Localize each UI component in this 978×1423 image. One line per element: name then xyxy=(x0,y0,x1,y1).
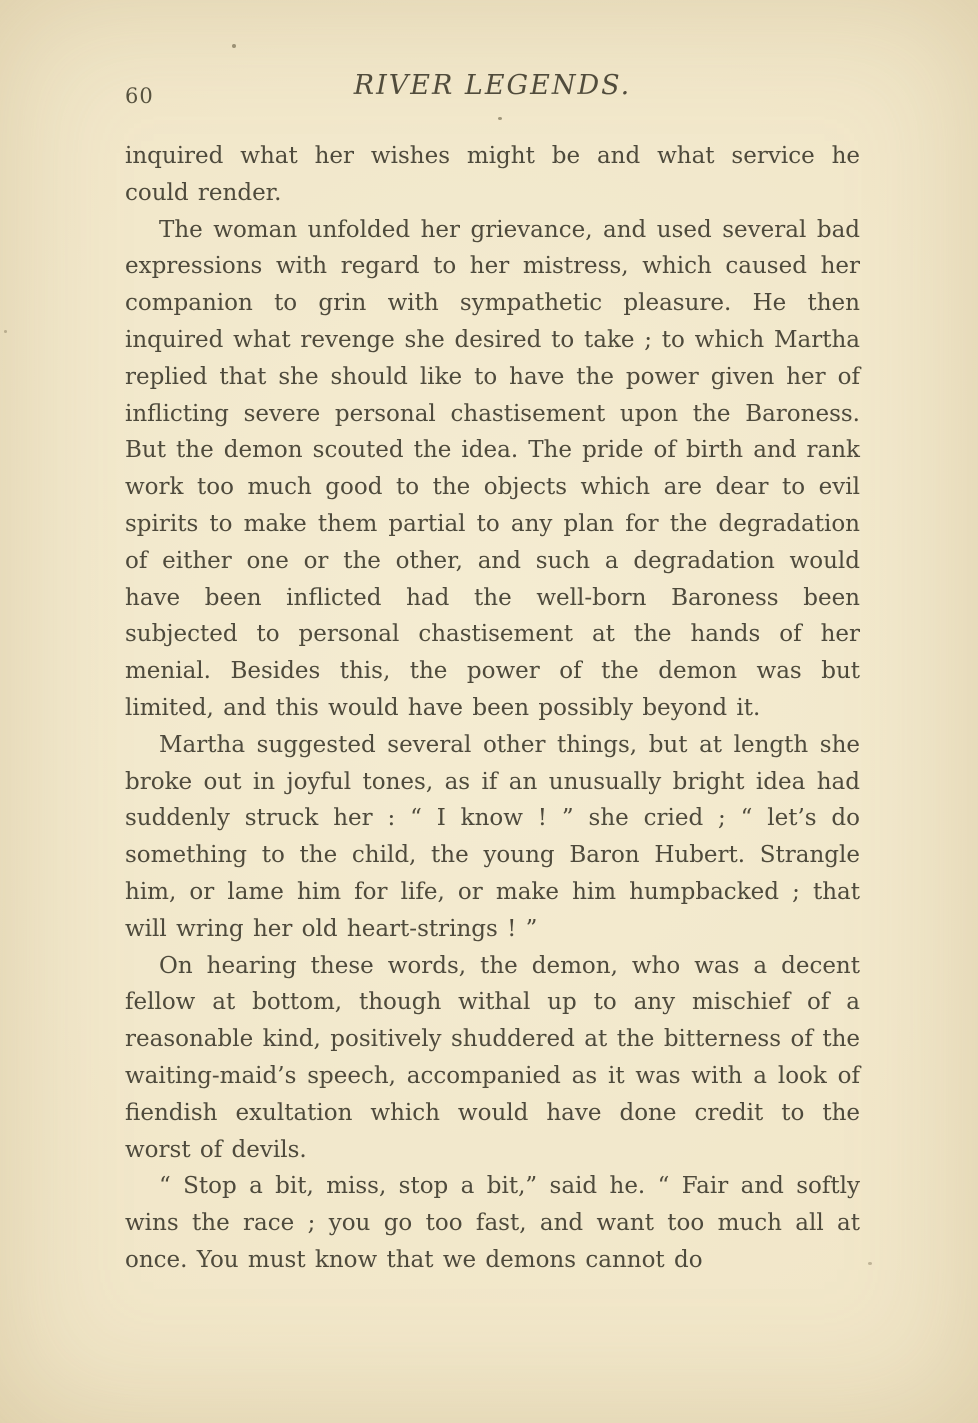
paragraph: inquired what her wishes might be and what service he could render. xyxy=(125,143,860,206)
scan-speck xyxy=(868,1262,872,1265)
paragraph: The woman unfolded her grievance, and used several bad expressions with regard to her mistress, which caused her companion to grin with sympathetic pleasure. He then inquired what revenge she desired to take ; to which Martha replied that she should like to have the power given her of inflicting severe personal chastisement upon the Baroness. But the demon scouted the idea. The pride of birth and rank work too much good to the objects which are dear to evil spirits to make them partial to any plan for the degradation of either one or the other, and such a degradation would have been inflicted had the well-born Baroness been subjected to personal chastisement at the hands of her menial. Besides this, the power of the demon was but limited, and this would have been possibly beyond it. xyxy=(125,216,860,721)
page-header xyxy=(125,70,860,110)
running-title: RIVER LEGENDS. xyxy=(353,70,632,101)
paragraph: “ Stop a bit, miss, stop a bit,” said he. “ Fair and softly wins the race ; you go too fast, and want too much all at once. You must know that we demons cannot do xyxy=(125,1173,860,1273)
scan-speck xyxy=(232,44,236,48)
scan-speck xyxy=(498,117,502,120)
scan-speck xyxy=(4,330,7,333)
paragraph: On hearing these words, the demon, who was a decent fellow at bottom, though withal up to any mischief of a reasonable kind, positively shuddered at the bitterness of the waiting-maid’s speech, accompanied as it was with a look of fiendish exultation which would have done credit to the worst of devils. xyxy=(125,952,860,1163)
page-body xyxy=(125,138,860,1279)
paragraph: Martha suggested several other things, but at length she broke out in joyful tones, as if an unusually bright idea had suddenly struck her : “ I know ! ” she cried ; “ let’s do something to the child, the young Baron Hubert. Strangle him, or lame him for life, or make him humpbacked ; that will wring her old heart-strings ! ” xyxy=(125,731,860,942)
page-number: 60 xyxy=(125,84,154,108)
